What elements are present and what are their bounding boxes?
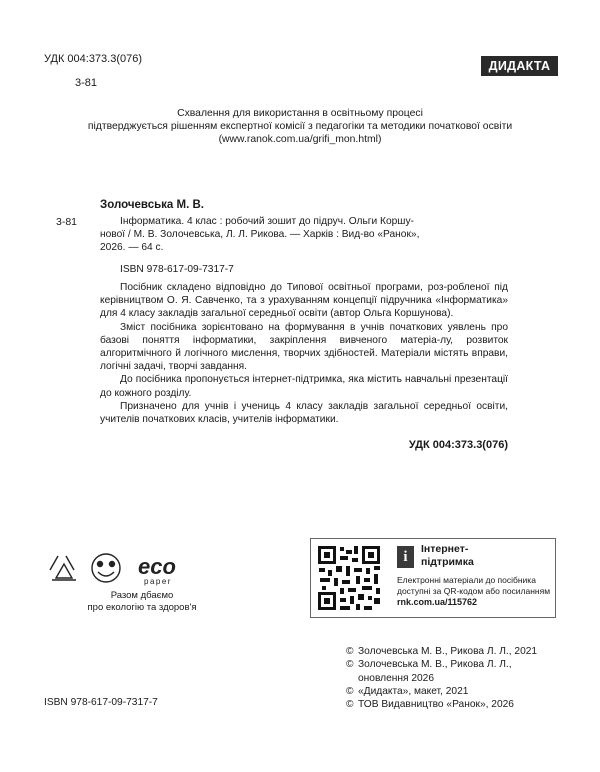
- approval-url: (www.ranok.com.ua/grifi_mon.html): [218, 134, 382, 145]
- udk-header: УДК 004:373.3(076): [44, 53, 143, 65]
- copyright-symbol: ©: [346, 659, 354, 671]
- isbn-footer: ISBN 978-617-09-7317-7: [44, 697, 158, 708]
- isbn-catalog: ISBN 978-617-09-7317-7: [120, 264, 234, 275]
- annotation-paragraph: Зміст посібника зорієнтовано на формування в учнів початкових уявлень про базові поняття інформатики, закріплення вивченого матеріа-лу, розвиток алгоритмічного й логічного мислення, творчих здібностей. Матеріали містять вправи, логічні задачі, творчі завдання.: [100, 321, 508, 373]
- internet-text-line-2: доступні за QR-кодом або посиланням: [397, 586, 551, 596]
- annotation: [100, 281, 508, 426]
- copyright-block: [346, 645, 537, 711]
- udk-footer: УДК 004:373.3(076): [408, 439, 508, 451]
- biblio-line-1: Інформатика. 4 клас : робочий зошит до підруч. Ольги Коршу-: [120, 216, 414, 227]
- qr-code[interactable]: [316, 544, 382, 612]
- internet-title-line-2: підтримка: [421, 555, 474, 568]
- copyright-line: Золочевська М. В., Рикова Л. Л., 2021: [358, 646, 538, 657]
- author-name: Золочевська М. В.: [100, 199, 204, 211]
- approval-line-2: підтверджується рішенням експертної комісії з педагогіки та методики початкової освіти: [87, 121, 513, 132]
- author-code-header: 3-81: [75, 77, 98, 89]
- approval-line-1: Схвалення для використання в освітньому процесі: [177, 108, 423, 119]
- approval-notice: [60, 107, 540, 146]
- annotation-paragraph: До посібника пропонується інтернет-підтримка, яка містить навчальні презентації до кожного розділу.: [100, 374, 508, 399]
- copyright-line: Золочевська М. В., Рикова Л. Л.,: [358, 659, 512, 671]
- copyright-line: «Дидакта», макет, 2021: [358, 685, 469, 697]
- copyright-symbol: ©: [346, 646, 354, 657]
- internet-support-link[interactable]: rnk.com.ua/115762: [397, 597, 478, 607]
- annotation-paragraph: Посібник складено відповідно до Типової освітньої програми, роз-робленої під керівництвом О. Я. Савченко, та з урахуванням концепції підручника «Інформатика» для 4 класу закладів загальної середньої освіти (автор Ольга Коршунова).: [100, 282, 508, 320]
- biblio-line-2: нової / М. В. Золочевська, Л. Л. Рикова. — Харків : Вид-во «Ранок»,: [100, 229, 420, 241]
- eco-caption-line-1: Разом дбаємо: [110, 590, 174, 601]
- author-code: 3-81: [56, 216, 78, 228]
- eco-caption: [82, 590, 202, 613]
- svg-text:eco: eco: [138, 554, 176, 579]
- biblio-line-3: 2026. — 64 с.: [100, 242, 164, 254]
- internet-title-line-1: Інтернет-: [421, 543, 469, 555]
- internet-text-line-1: Електронні матеріали до посібника: [397, 575, 536, 585]
- info-icon: i: [397, 546, 414, 568]
- recycle-icon: [50, 556, 76, 580]
- copyright-line: оновлення 2026: [358, 672, 435, 684]
- svg-text:paper: paper: [144, 577, 172, 586]
- eco-paper-logo: [138, 554, 176, 586]
- internet-support-title: [421, 543, 474, 568]
- smile-icon: [92, 554, 120, 582]
- internet-support-text: [397, 575, 555, 608]
- eco-caption-line-2: про екологію та здоров'я: [87, 601, 197, 613]
- copyright-line: ТОВ Видавництво «Ранок», 2026: [358, 699, 514, 711]
- bibliographic-description: [100, 215, 508, 255]
- copyright-symbol: ©: [346, 685, 354, 697]
- annotation-paragraph: Призначено для учнів і учениць 4 класу закладів загальної середньої освіти, учителів початкових класів, учителів інформатики.: [100, 400, 508, 426]
- copyright-symbol: ©: [346, 699, 354, 711]
- publisher-logo: ДИДАКТА: [481, 56, 558, 76]
